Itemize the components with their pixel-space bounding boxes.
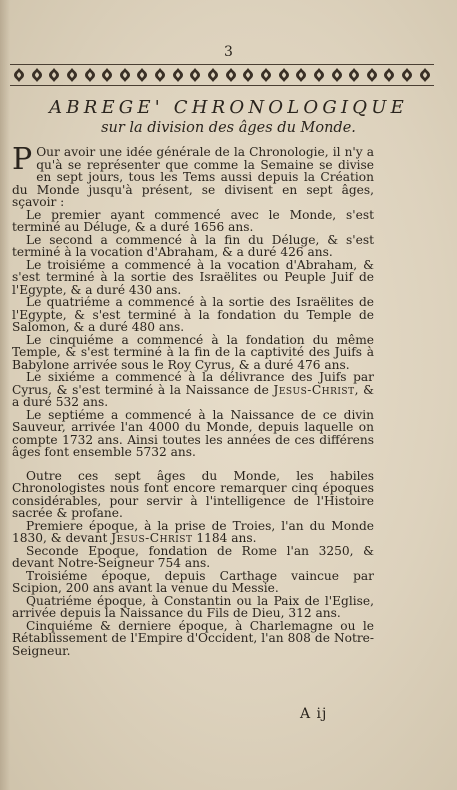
intro-paragraph [12,142,374,209]
age-paragraph-7: Le septiéme a commencé à la Naissance de ce divin Sauveur, arrivée l'an 4000 du Monde, depuis laquelle on compte 1732 ans. Ainsi toutes les années de ces différens âges font ensemble 5732 ans. [12,407,374,459]
fleuron-ornament-icon [312,67,326,83]
fleuron-ornament-icon [294,67,308,83]
page-subtitle: sur la division des âges du Monde. [101,120,356,136]
epoch-paragraph-1 [12,520,374,545]
age-6-name: Jesus-Christ [273,382,355,397]
fleuron-ornament-icon [241,67,255,83]
age-paragraph-4: Le quatriéme a commencé à la sortie des Israëlites de l'Egypte, & s'est terminé à la fondation du Temple de Salomon, & a duré 480 ans. [12,295,374,334]
fleuron-ornament-icon [400,67,414,83]
page-title: ABREGE' CHRONOLOGIQUE [49,97,408,118]
signature-mark: A ij [300,706,328,722]
age-paragraph-1: Le premier ayant commencé avec le Monde, s'est terminé au Déluge, & a duré 1656 ans. [12,207,374,234]
page-number: 3 [224,44,233,60]
fleuron-ornament-icon [365,67,379,83]
fleuron-ornament-icon [330,67,344,83]
fleuron-ornament-icon [277,67,291,83]
epoch-1-text-before: Premiere époque, à la prise de Troies, l'an du Monde 1830, & devant [12,518,374,545]
age-paragraph-5: Le cinquiéme a commencé à la fondation du même Temple, & s'est terminé à la fin de la captivité des Juifs à Babylone arrivée sous le Roy Cyrus, & a duré 476 ans. [12,332,374,372]
fleuron-ornament-icon [418,67,432,83]
epoch-1-name: Jesus-Christ [111,531,193,545]
fleuron-ornament-icon [171,67,185,83]
epoch-paragraph-2: Seconde Epoque, fondation de Rome l'an 3250, & devant Notre-Seigneur 754 ans. [12,543,374,570]
ornament-band [10,64,434,86]
body-text [12,142,374,658]
fleuron-ornament-icon [188,67,202,83]
age-6-text-before: Le sixiéme a commencé à la délivrance des Juifs par Cyrus, & s'est terminé à la Naissance de [12,370,374,397]
epoch-paragraph-3: Troisiéme époque, depuis Carthage vaincue par Scipion, 200 ans avant la venue du Messie. [12,568,374,595]
fleuron-ornament-icon [259,67,273,83]
age-paragraph-2: Le second a commencé à la fin du Déluge, & s'est terminé à la vocation d'Abraham, & a duré 426 ans. [12,232,374,259]
fleuron-ornament-icon [153,67,167,83]
epoch-paragraph-5: Cinquiéme & derniere époque, à Charlemagne ou le Rétablissement de l'Empire d'Occident, l'an 808 de Notre-Seigneur. [12,618,374,658]
fleuron-ornament-icon [47,67,61,83]
intro-text: Our avoir une idée générale de la Chronologie, il n'y a qu'à se représenter que comme la Semaine se divise en sept jours, tous les Tems aussi depuis la Création du Monde jusqu'à présent, se divisent en sept âges, sçavoir : [12,145,374,209]
epoch-1-text-after: 1184 ans. [192,531,257,545]
age-paragraph-3: Le troisiéme a commencé à la vocation d'Abraham, & s'est terminé à la sortie des Israëlites ou Peuple Juif de l'Egypte, & a duré 430 ans. [12,257,374,297]
drop-cap: P [12,142,33,177]
fleuron-ornament-icon [135,67,149,83]
fleuron-ornament-icon [347,67,361,83]
fleuron-ornament-icon [118,67,132,83]
fleuron-ornament-icon [100,67,114,83]
age-paragraph-6 [12,371,374,409]
fleuron-ornament-icon [382,67,396,83]
fleuron-ornament-icon [30,67,44,83]
fleuron-ornament-icon [206,67,220,83]
fleuron-ornament-icon [12,67,26,83]
fleuron-ornament-icon [83,67,97,83]
epochs-intro-paragraph: Outre ces sept âges du Monde, les habiles Chronologistes nous font encore remarquer cinq époques considérables, pour servir à l'intelligence de l'Histoire sacrée & profane. [12,468,374,520]
epoch-paragraph-4: Quatriéme époque, à Constantin ou la Paix de l'Eglise, arrivée depuis la Naissance du Fils de Dieu, 312 ans. [12,593,374,620]
fleuron-ornament-icon [224,67,238,83]
fleuron-ornament-icon [65,67,79,83]
age-6-text-after: , & a duré 532 ans. [12,382,374,409]
